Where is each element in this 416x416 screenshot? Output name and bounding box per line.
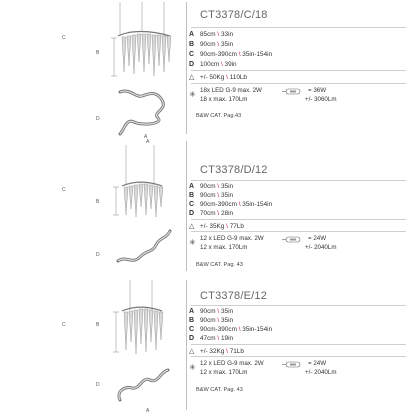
light-burst-icon: ✳ — [189, 238, 196, 247]
separator-rule — [191, 231, 406, 232]
catalog-reference: B&W CAT. Pag.43 — [196, 113, 242, 119]
dim-row-d: D 100cm \ 39in — [189, 61, 237, 68]
dim-label-c: C — [62, 187, 66, 193]
separator-rule — [191, 70, 406, 71]
dim-label-b: B — [96, 199, 100, 205]
catalog-reference: B&W CAT. Pag. 43 — [196, 262, 243, 268]
dim-row-d: D 70cm \ 28in — [189, 210, 234, 217]
dim-row-a: A 90cm \ 35in — [189, 308, 234, 315]
dim-label-c: C — [62, 35, 66, 41]
divider-line — [186, 141, 187, 271]
chandelier-top-view-drawing — [112, 225, 176, 269]
dim-row-c: C 90cm-390cm \ 35in-154in — [189, 51, 273, 58]
product-block-1 — [0, 0, 416, 140]
dim-row-b: B 90cm \ 35in — [189, 192, 234, 199]
light-burst-icon: ✳ — [189, 363, 196, 372]
power-result: = 36W +/- 3060Lm — [305, 87, 337, 103]
dim-row-a: A 90cm \ 35in — [189, 183, 234, 190]
weight-icon: △ — [189, 223, 195, 230]
dim-row-c: C 90cm-390cm \ 35in-154in — [189, 201, 273, 208]
dim-label-a: A — [146, 408, 150, 414]
g9-bulb-icon — [282, 361, 304, 368]
g9-bulb-icon — [282, 236, 304, 243]
dim-row-a: A 85cm \ 33in — [189, 31, 234, 38]
chandelier-front-drawing — [100, 2, 184, 82]
divider-line — [186, 280, 187, 410]
separator-rule — [191, 180, 406, 181]
dim-label-d: D — [96, 116, 100, 122]
separator-rule — [191, 344, 406, 345]
weight-row: △ +/- 50Kg \ 110Lb — [189, 74, 247, 81]
dim-label-b: B — [96, 50, 100, 56]
dim-row-b: B 90cm \ 35in — [189, 41, 234, 48]
catalog-reference: B&W CAT. Pag. 43 — [196, 387, 243, 393]
product-block-3 — [0, 274, 416, 416]
dim-label-b: B — [96, 322, 100, 328]
separator-rule — [191, 27, 406, 28]
led-spec: 12 x LED G-9 max. 2W 12 x max. 170Lm — [200, 360, 264, 376]
chandelier-top-view-drawing — [110, 362, 178, 408]
chandelier-front-drawing — [108, 280, 174, 360]
dim-row-d: D 47cm \ 19in — [189, 335, 234, 342]
product-code: CT3378/C/18 — [200, 9, 268, 21]
chandelier-top-view-drawing — [112, 86, 178, 136]
dim-label-d: D — [96, 382, 100, 388]
led-spec: 12 x LED G-9 max. 2W 12 x max. 170Lm — [200, 235, 264, 251]
separator-rule — [191, 305, 406, 306]
dim-label-a: A — [146, 139, 150, 145]
weight-icon: △ — [189, 348, 195, 355]
dim-label-c: C — [62, 322, 66, 328]
product-code: CT3378/E/12 — [200, 290, 268, 302]
separator-rule — [191, 219, 406, 220]
product-code: CT3378/D/12 — [200, 164, 268, 176]
divider-line — [186, 2, 187, 134]
light-burst-icon: ✳ — [189, 90, 196, 99]
g9-bulb-icon — [282, 88, 304, 95]
dim-label-d: D — [96, 252, 100, 258]
weight-icon: △ — [189, 74, 195, 81]
dim-row-c: C 90cm-390cm \ 35in-154in — [189, 326, 273, 333]
weight-row: △ +/- 35Kg \ 77Lb — [189, 223, 244, 230]
dim-row-b: B 90cm \ 35in — [189, 317, 234, 324]
weight-row: △ +/- 32Kg \ 71Lb — [189, 348, 244, 355]
separator-rule — [191, 356, 406, 357]
product-block-2 — [0, 137, 416, 274]
power-result: = 24W +/- 2040Lm — [305, 360, 337, 376]
led-spec: 18x LED G-9 max. 2W 18 x max. 170Lm — [200, 87, 262, 103]
chandelier-front-drawing — [108, 145, 174, 221]
separator-rule — [191, 83, 406, 84]
dim-label-a: A — [144, 134, 148, 140]
power-result: = 24W +/- 2040Lm — [305, 235, 337, 251]
